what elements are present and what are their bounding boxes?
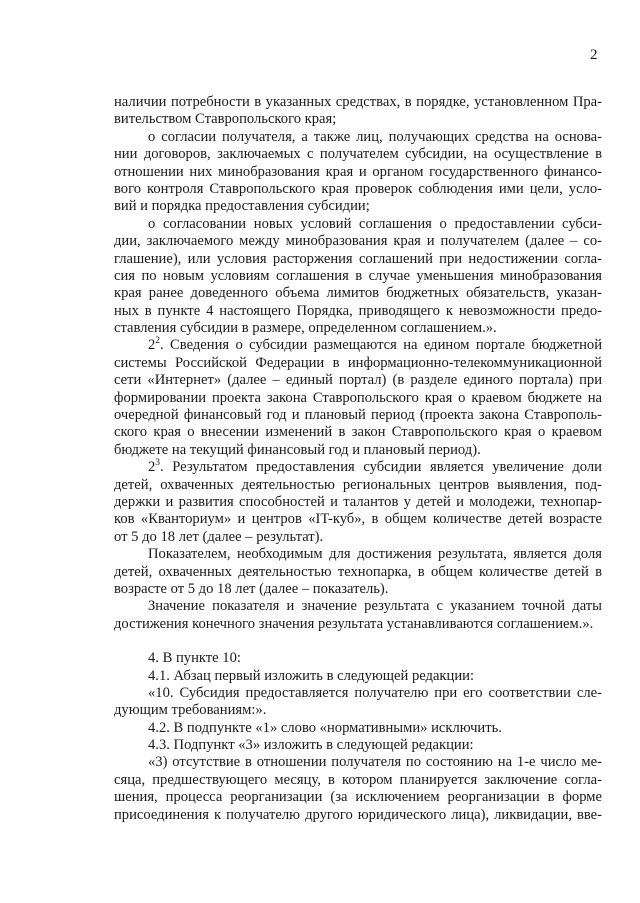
line-text: 4. В пункте 10: — [148, 650, 241, 667]
text-line — [114, 337, 602, 354]
text-line — [114, 598, 602, 615]
page-number: 2 — [590, 47, 598, 63]
line-text: края ранее доведенного объема лимитов бюджетных обязательств, указан- — [114, 285, 602, 302]
line-text: сети «Интернет» (далее – единый портал) (в разделе единого портала) при — [114, 372, 602, 389]
line-text: вий и порядка предоставления субсидии; — [114, 198, 370, 215]
text-line — [114, 546, 602, 563]
text-line — [114, 685, 602, 702]
text-line — [114, 668, 602, 685]
text-line — [114, 216, 602, 233]
text-line — [114, 789, 602, 806]
line-text: вого контроля Ставропольского края проверок соблюдения ими цели, усло- — [114, 180, 602, 197]
text-line — [114, 111, 602, 128]
text-line — [114, 94, 602, 111]
line-text: нии договоров, заключаемых с получателем субсидии, на осуществление в — [114, 146, 602, 163]
text-line — [114, 772, 602, 789]
text-line — [114, 320, 602, 337]
line-text: о согласии получателя, а также лиц, получающих средства на основа- — [148, 128, 602, 145]
line-text: отношении них минобразования края и органом государственного финансо- — [114, 163, 602, 180]
text-line — [114, 564, 602, 581]
text-line — [114, 720, 602, 737]
text-line — [114, 737, 602, 754]
line-text: о согласовании новых условий соглашения о предоставлении субси- — [148, 215, 602, 232]
text-line — [114, 372, 602, 389]
text-line — [114, 702, 602, 719]
text-line — [114, 233, 602, 250]
line-text: дующим требованиям:». — [114, 702, 267, 719]
text-line — [114, 754, 602, 771]
line-text: ставления субсидии в размере, определенном соглашением.». — [114, 320, 497, 337]
text-line — [114, 650, 602, 667]
text-line — [114, 285, 602, 302]
text-line — [114, 459, 602, 476]
line-text: бюджете на текущий финансовый год и плановый период). — [114, 441, 481, 458]
line-text: дии, заключаемого между минобразования края и получателем (далее – со- — [114, 233, 602, 250]
line-text: шения, процесса реорганизации (за исключением реорганизации в форме — [114, 789, 602, 806]
text-line — [114, 164, 602, 181]
text-line — [114, 529, 602, 546]
line-text: достижения конечного значения результата устанавливаются соглашением.». — [114, 615, 594, 632]
line-text: наличии потребности в указанных средствах, в порядке, установленном Пра- — [114, 94, 602, 110]
clause-number: 2 — [148, 459, 156, 476]
line-text: 4.3. Подпункт «3» изложить в следующей редакции: — [148, 737, 474, 754]
text-line — [114, 442, 602, 459]
line-text: . Сведения о субсидии размещаются на едином портале бюджетной — [160, 337, 602, 354]
line-text: 4.2. В подпункте «1» слово «нормативными» исключить. — [148, 719, 502, 736]
text-line — [114, 251, 602, 268]
line-text: ского края о внесении изменений в закон Ставропольского края о краевом — [114, 424, 602, 441]
text-line — [114, 477, 602, 494]
line-text: очередной финансовый год и плановый период (проекта закона Ставрополь- — [114, 407, 602, 424]
line-text: от 5 до 18 лет (далее – результат). — [114, 528, 324, 545]
text-line — [114, 129, 602, 146]
line-text: «10. Субсидия предоставляется получателю при его соответствии сле- — [148, 684, 602, 701]
text-line — [114, 581, 602, 598]
line-text: держки и развития способностей и талантов у детей и молодежи, технопар- — [114, 493, 602, 510]
line-text: формировании проекта закона Ставропольского края о краевом бюджете на — [114, 389, 602, 406]
line-text: системы Российской Федерации в информационно-телекоммуникационной — [114, 354, 602, 371]
text-line — [114, 511, 602, 528]
line-text: сяца, предшествующего месяцу, в котором планируется заключение согла- — [114, 771, 602, 788]
line-text: 4.1. Абзац первый изложить в следующей редакции: — [148, 667, 475, 684]
line-text: «3) отсутствие в отношении получателя по состоянию на 1-е число ме- — [148, 754, 602, 771]
text-line — [114, 494, 602, 511]
clause-superscript: 3 — [155, 458, 161, 469]
document-body — [114, 94, 602, 824]
text-line — [114, 181, 602, 198]
line-text: ных в пункте 4 настоящего Порядка, приводящего к невозможности предо- — [114, 302, 602, 319]
clause-superscript: 2 — [155, 336, 161, 347]
text-line — [114, 390, 602, 407]
line-text: возрасте от 5 до 18 лет (далее – показатель). — [114, 580, 389, 597]
line-text: . Результатом предоставления субсидии является увеличение доли — [160, 459, 602, 476]
text-line — [114, 407, 602, 424]
line-text: сия по новым условиям соглашения в случае уменьшения минобразования — [114, 267, 602, 284]
text-line — [114, 616, 602, 633]
text-line — [114, 268, 602, 285]
line-text: детей, охваченных деятельностью региональных центров выявления, под- — [114, 476, 602, 493]
text-line — [114, 303, 602, 320]
line-text: ков «Кванториум» и центров «IT-куб», в общем количестве детей возрасте — [114, 511, 602, 528]
line-text: Значение показателя и значение результата с указанием точной даты — [148, 598, 602, 615]
line-text: глашение), или условия расторжения соглашений при недостижении согла- — [114, 250, 602, 267]
text-line — [114, 355, 602, 372]
text-line — [114, 424, 602, 441]
line-text: вительством Ставропольского края; — [114, 111, 337, 128]
line-text: Показателем, необходимым для достижения результата, является доля — [148, 546, 602, 563]
text-line — [114, 198, 602, 215]
text-line — [114, 807, 602, 824]
text-line — [114, 146, 602, 163]
line-text: детей, охваченных деятельностью технопарка, в общем количестве детей в — [114, 563, 602, 580]
blank-line — [114, 633, 602, 650]
line-text: присоединения к получателю другого юридического лица), ликвидации, вве- — [114, 806, 602, 823]
clause-number: 2 — [148, 337, 156, 354]
